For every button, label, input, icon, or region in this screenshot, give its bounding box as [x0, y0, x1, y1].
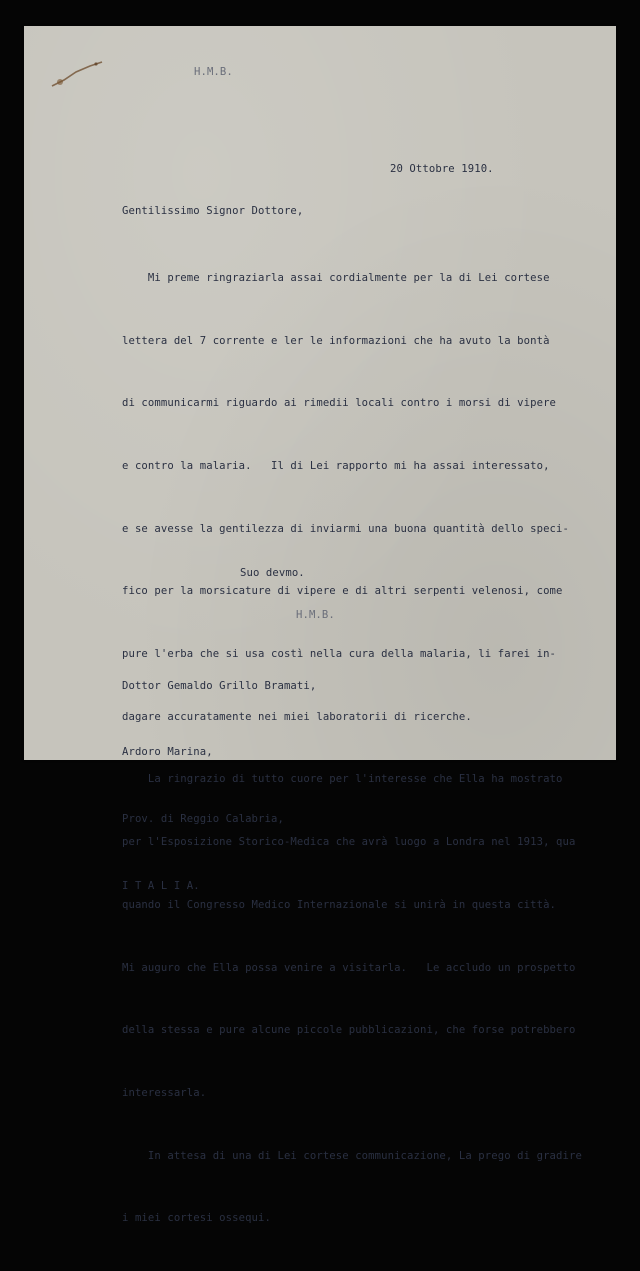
letter-page — [24, 26, 616, 1225]
body-line: pure l'erba che si usa costì nella cura della malaria, li farei in- — [122, 648, 557, 661]
signoff: Suo devmo. — [240, 567, 305, 579]
recipient-address — [122, 630, 316, 942]
body-line: della stessa e pure alcune piccole pubblicazioni, che forse potrebbero — [122, 1024, 576, 1037]
body-line: e se avesse la gentilezza di inviarmi una buona quantità dello speci- — [122, 522, 569, 535]
body-line: quando il Congresso Medico Internazionale si unirà in questa città. — [122, 898, 557, 911]
body-line: di communicarmi riguardo ai rimedii locali contro i morsi di vipere — [122, 397, 557, 410]
body-line: e contro la malaria. Il di Lei rapporto mi ha assai interessato, — [122, 459, 550, 472]
body-line: Mi preme ringraziarla assai cordialmente per la di Lei cortese — [122, 271, 550, 284]
body-line: La ringrazio di tutto cuore per l'interesse che Ella ha mostrato — [122, 773, 563, 786]
letter-date: 20 Ottobre 1910. — [390, 163, 494, 175]
address-line: Dottor Gemaldo Grillo Bramati, — [122, 679, 317, 692]
address-line: I T A L I A. — [122, 880, 200, 893]
body-line: interessarla. — [122, 1086, 207, 1099]
address-line: Prov. di Reggio Calabria, — [122, 813, 284, 826]
body-line: In attesa di una di Lei cortese communicazione, La prego di gradire — [122, 1149, 582, 1162]
salutation: Gentilissimo Signor Dottore, — [122, 205, 304, 217]
body-line: lettera del 7 corrente e ler le informazioni che ha avuto la bontà — [122, 334, 550, 347]
body-line: fico per la morsicature di vipere e di altri serpenti velenosi, come — [122, 585, 563, 598]
body-line: per l'Esposizione Storico-Medica che avrà luogo a Londra nel 1913, qua — [122, 836, 576, 849]
body-line: i miei cortesi ossequi. — [122, 1212, 271, 1225]
paper-stain-icon — [46, 44, 106, 94]
header-initials: H.M.B. — [194, 66, 233, 78]
address-line: Ardoro Marina, — [122, 746, 213, 759]
footer-initials: H.M.B. — [296, 609, 335, 621]
body-line: dagare accuratamente nei miei laboratorii di ricerche. — [122, 710, 472, 723]
body-line: Mi auguro che Ella possa venire a visitarla. Le accludo un prospetto — [122, 961, 576, 974]
